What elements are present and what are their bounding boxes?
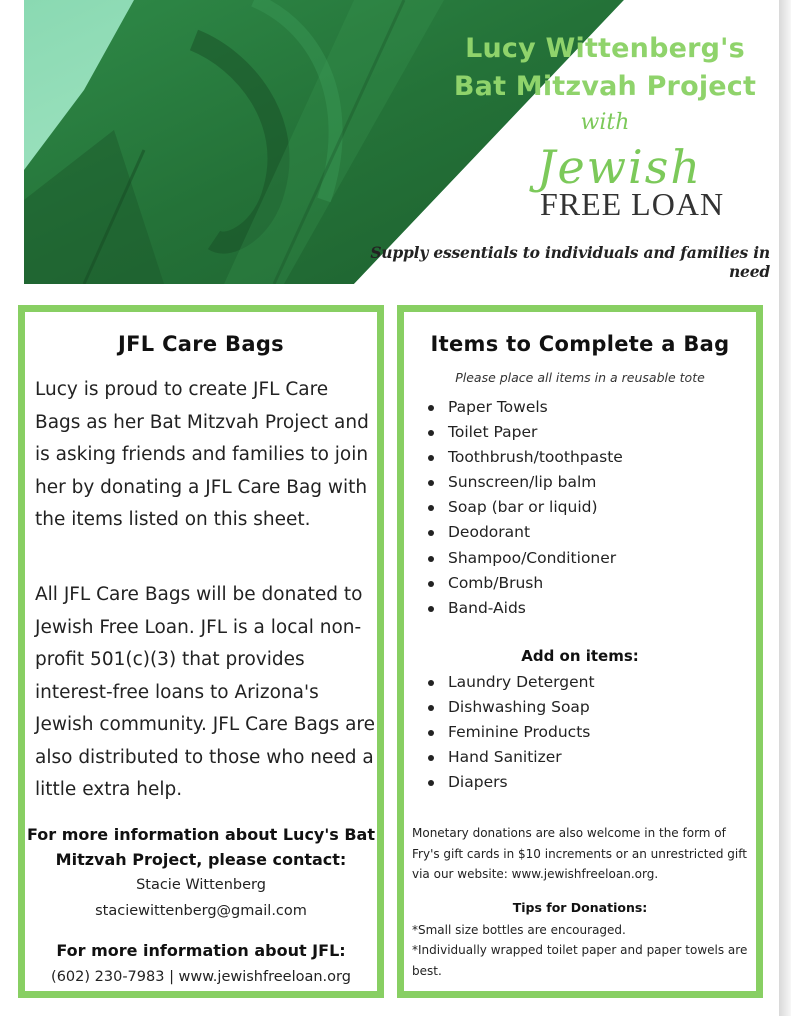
tip-wrapped-paper: *Individually wrapped toilet paper and paper towels are best. [412,943,748,978]
add-on-heading: Add on items: [521,647,639,665]
tip-small-bottles: *Small size bottles are encouraged. [412,923,626,937]
tips-heading: Tips for Donations: [512,900,648,915]
contact-email: staciewittenberg@gmail.com [95,903,307,919]
tote-note: Please place all items in a reusable tote [455,370,705,385]
care-bags-intro: Lucy is proud to create JFL Care Bags as her Bat Mitzvah Project and is asking friends and families to join her by donating a JFL Care Bag with the items listed on this sheet. [35,379,369,530]
care-bags-panel [18,305,384,998]
jfl-contact-heading: For more information about JFL: [56,941,346,960]
list-item: Dishwashing Soap [422,695,595,720]
contact-name: Stacie Wittenberg [136,877,266,893]
with-text: with [580,110,630,135]
jfl-contact-info: (602) 230-7983 | www.jewishfreeloan.org [51,969,351,985]
project-contact-heading: For more information about Lucy's Bat Mitzvah Project, please contact: [27,825,375,869]
list-item: Diapers [422,770,595,795]
list-item: Paper Towels [422,395,623,420]
monetary-donations-text: Monetary donations are also welcome in the form of Fry's gift cards in $10 increments or an unrestricted gift via our website: www.jewishfreeloan.org. [412,826,747,881]
list-item: Deodorant [422,520,623,545]
list-item: Sunscreen/lip balm [422,470,623,495]
list-item: Hand Sanitizer [422,745,595,770]
list-item: Band-Aids [422,596,623,621]
jewish-free-loan-logo [517,140,747,230]
add-on-items-list [422,670,595,795]
logo-free-loan-text: FREE LOAN [539,186,725,222]
care-bags-donation-info: All JFL Care Bags will be donated to Jewish Free Loan. JFL is a local non-profit 501(c)(3) that provides interest-free loans to Arizona's Jewish community. JFL Care Bags are also distributed to those who need a little extra help. [35,584,376,800]
care-bags-heading: JFL Care Bags [118,332,284,356]
list-item: Shampoo/Conditioner [422,546,623,571]
required-items-list [422,395,623,621]
tagline: Supply essentials to individuals and families in need [370,243,770,281]
list-item: Comb/Brush [422,571,623,596]
title-line-1: Lucy Wittenberg's [465,33,745,64]
project-title [430,30,780,136]
list-item: Soap (bar or liquid) [422,495,623,520]
list-item: Toilet Paper [422,420,623,445]
list-item: Laundry Detergent [422,670,595,695]
list-item: Toothbrush/toothpaste [422,445,623,470]
page-edge [779,0,791,1016]
title-line-2: Bat Mitzvah Project [453,71,757,102]
list-item: Feminine Products [422,720,595,745]
items-heading: Items to Complete a Bag [430,332,730,356]
logo-script-text: Jewish [537,140,702,194]
items-panel [397,305,763,998]
